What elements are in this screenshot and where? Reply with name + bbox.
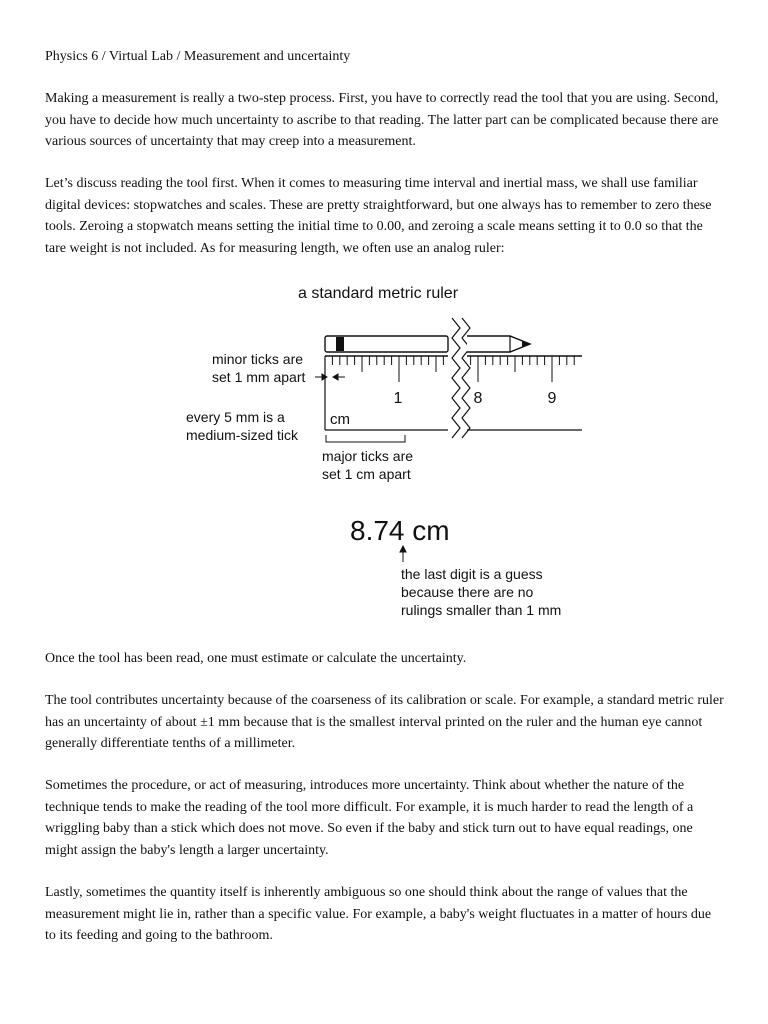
major-ticks-label-line1: major ticks are bbox=[322, 448, 414, 464]
ruler-right-section bbox=[467, 356, 582, 430]
paragraph-tool-uncertainty: The tool contributes uncertainty because of the coarseness of its calibration or scale. For example, a standard metric ruler has an uncertainty of about ±1 mm because that is the smallest interval printed on the ruler and the human eye cannot generally differentiate tenths of a millimeter. bbox=[45, 693, 724, 751]
tick-label-8: 8 bbox=[473, 390, 483, 407]
medium-tick-label-line1: every 5 mm is a bbox=[186, 409, 285, 425]
paragraph-two-step-process: Making a measurement is really a two-step process. First, you have to correctly read the tool that you are using. Second, you have to decide how much uncertainty to ascribe to that reading. The latter part can be complicated because there are various sources of uncertainty that may creep into a measurement. bbox=[45, 91, 719, 149]
ruler-figure bbox=[0, 270, 768, 630]
paragraph-procedure-uncertainty: Sometimes the procedure, or act of measuring, introduces more uncertainty. Think about whether the nature of the technique tends to make the reading of the tool more difficult. For example, it is much harder to read the length of a wriggling baby than a stick which does not move. So even if the baby and stick turn out to have equal readings, one might assign the baby's length a larger uncertainty. bbox=[45, 778, 694, 858]
major-ticks-label-line2: set 1 cm apart bbox=[322, 466, 411, 482]
ruler-ticks-left bbox=[325, 356, 443, 382]
guess-arrow bbox=[400, 546, 406, 562]
reading-value: 8.74 cm bbox=[350, 515, 450, 546]
paragraph-reading-the-tool: Let’s discuss reading the tool first. When it comes to measuring time interval and inertial mass, we shall use familiar digital devices: stopwatches and scales. These are pretty straightforward, but one always has to remember to zero these tools. Zeroing a stopwatch means setting the initial time to 0.00, and zeroing a scale means setting it to 0.0 so that the tare weight is not included. As for measuring length, we often use an analog ruler: bbox=[45, 176, 712, 256]
minor-ticks-label-line1: minor ticks are bbox=[212, 351, 304, 367]
unit-label-cm: cm bbox=[330, 411, 350, 428]
paragraph-estimate-uncertainty: Once the tool has been read, one must estimate or calculate the uncertainty. bbox=[45, 651, 467, 666]
pencil-icon bbox=[325, 336, 530, 352]
guess-note-line2: because there are no bbox=[401, 584, 534, 600]
ruler-diagram bbox=[0, 270, 768, 630]
major-ticks-bracket bbox=[326, 435, 405, 442]
tick-label-9: 9 bbox=[547, 390, 557, 407]
ruler-ticks-right bbox=[471, 356, 575, 382]
minor-ticks-label-line2: set 1 mm apart bbox=[212, 369, 306, 385]
guess-note-line3: rulings smaller than 1 mm bbox=[401, 602, 562, 618]
figure-title: a standard metric ruler bbox=[297, 285, 459, 302]
paragraph-quantity-ambiguity: Lastly, sometimes the quantity itself is inherently ambiguous so one should think about the range of values that the measurement might lie in, rather than a specific value. For example, a baby's weight fluctuates in a matter of hours due to its feeding and going to the bathroom. bbox=[45, 885, 712, 943]
guess-note-line1: the last digit is a guess bbox=[401, 566, 543, 582]
tick-label-1: 1 bbox=[393, 390, 403, 407]
medium-tick-label-line2: medium-sized tick bbox=[186, 427, 299, 443]
breadcrumb: Physics 6 / Virtual Lab / Measurement and uncertainty bbox=[45, 49, 351, 64]
minor-ticks-arrows bbox=[315, 374, 345, 380]
